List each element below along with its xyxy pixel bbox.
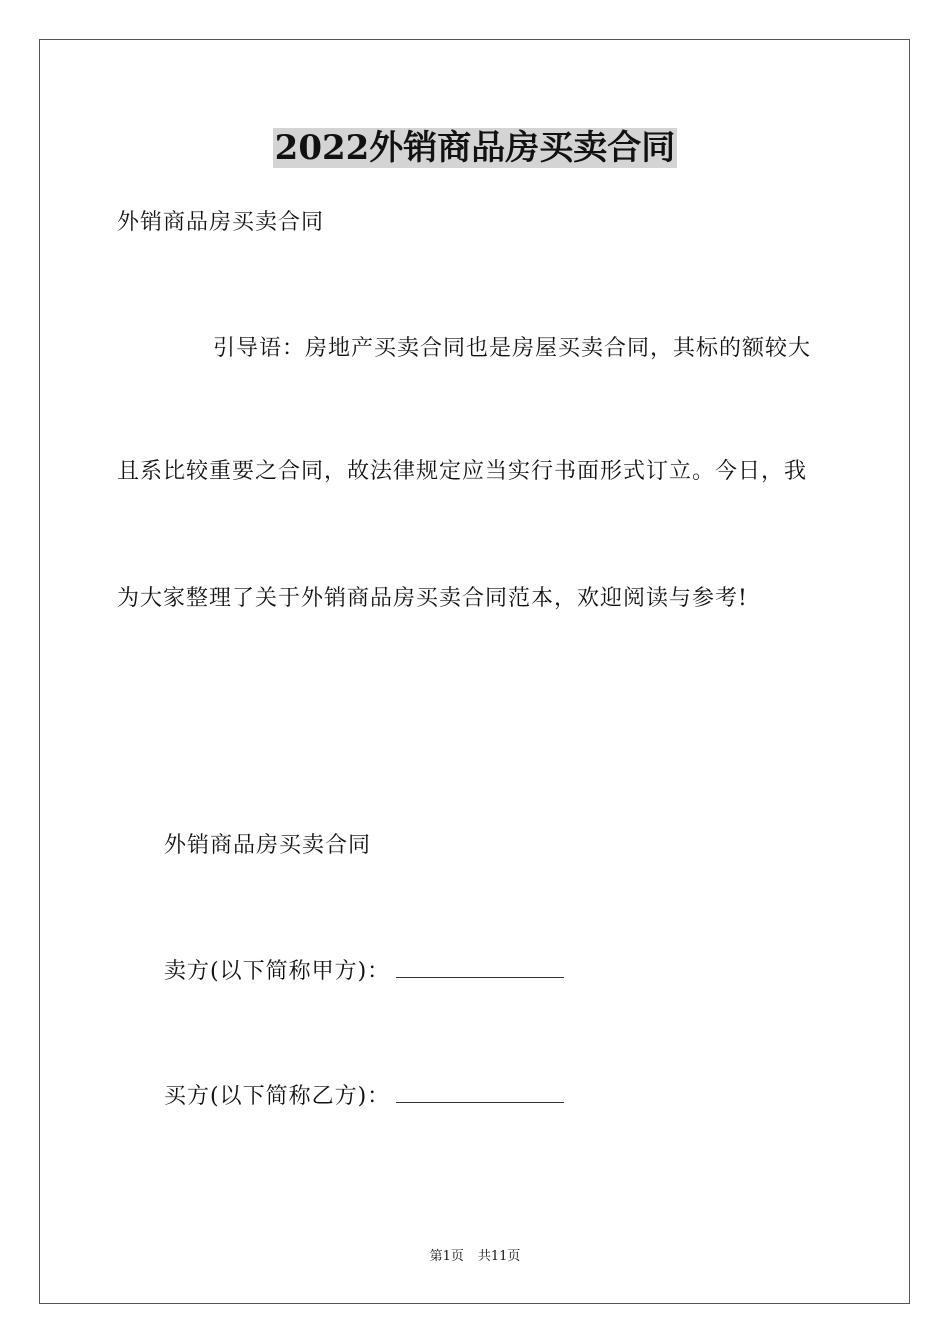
document-title-text: 2022外销商品房买卖合同 [274,128,676,168]
intro-paragraph-line-1 [117,334,833,364]
buyer-label: 买方(以下简称乙方)： [164,1084,391,1109]
seller-label: 卖方(以下简称甲方)： [164,959,391,984]
page-number-total: 共11页 [477,1249,521,1264]
intro-paragraph-line-3: 为大家整理了关于外销商品房买卖合同范本，欢迎阅读与参考! [117,586,748,611]
contract-section-title: 外销商品房买卖合同 [164,833,372,858]
buyer-blank-line[interactable] [396,1082,564,1103]
page-footer [0,1248,950,1266]
intro-line-1-text: 引导语：房地产买卖合同也是房屋买卖合同，其标的额较大 [213,336,812,361]
intro-paragraph-line-2: 且系比较重要之合同，故法律规定应当实行书面形式订立。今日，我 [117,459,808,484]
document-title [0,125,950,171]
page-number-current: 第1页 [429,1249,464,1264]
seller-field [164,957,564,987]
document-subtitle: 外销商品房买卖合同 [117,210,325,235]
seller-blank-line[interactable] [396,957,564,978]
buyer-field [164,1082,564,1112]
